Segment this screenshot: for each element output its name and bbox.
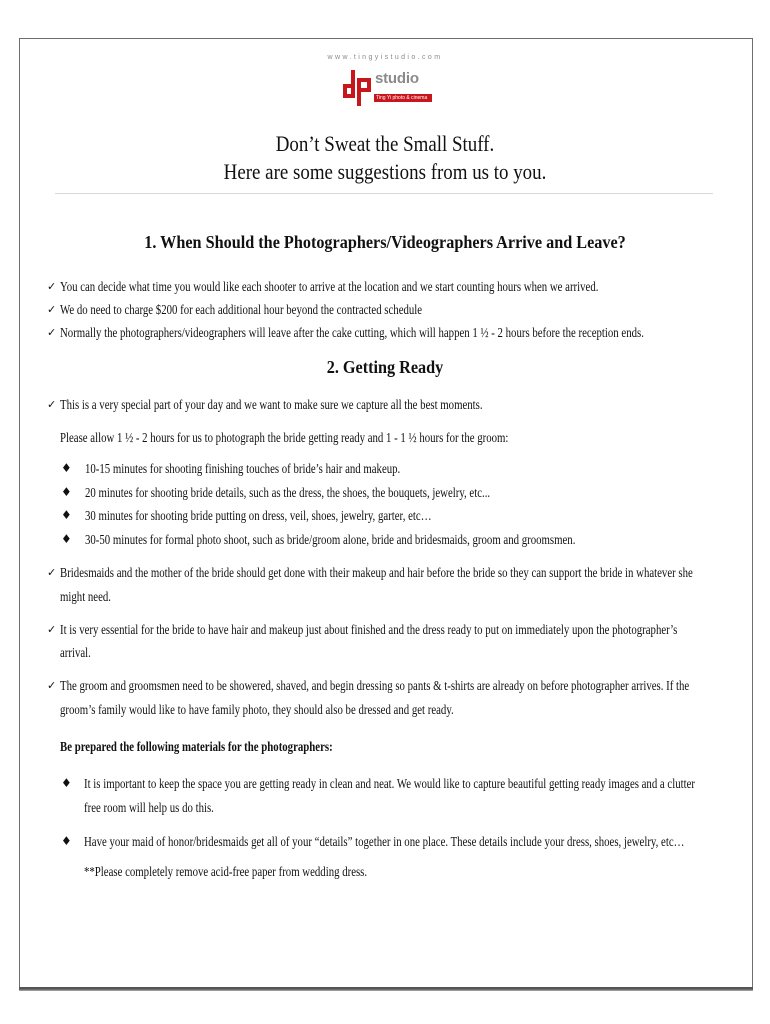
check-icon: ✓ — [47, 326, 57, 339]
logo-word: studio — [375, 70, 419, 87]
title-line-2: Here are some suggestions from us to you. — [223, 159, 547, 184]
diamond-icon: ♦ — [61, 532, 72, 546]
check-icon: ✓ — [47, 303, 57, 316]
materials-note: **Please completely remove acid-free paper from wedding dress. — [84, 864, 368, 879]
timeline-item: 10-15 minutes for shooting finishing touches of bride’s hair and makeup. — [85, 461, 401, 476]
diamond-icon: ♦ — [61, 508, 72, 522]
title-line-1: Don’t Sweat the Small Stuff. — [275, 131, 495, 156]
logo-tagline: Ting Yi photo & cinema — [374, 94, 432, 102]
divider — [55, 193, 713, 194]
section1-item: Normally the photographers/videographers will leave after the cake cutting, which will happen 1 ½ - 2 hours before the reception ends. — [60, 325, 644, 340]
timeline-item: 30-50 minutes for formal photo shoot, such as bride/groom alone, bride and bridesmaids, groom and groomsmen. — [85, 532, 576, 547]
allow-text: Please allow 1 ½ - 2 hours for us to photograph the bride getting ready and 1 - 1 ½ hours for the groom: — [60, 430, 509, 445]
materials-item-cont: free room will help us do this. — [84, 800, 214, 815]
materials-item: Have your maid of honor/bridesmaids get all of your “details” together in one place. These details include your dress, shoes, jewelry, etc… — [84, 834, 685, 849]
section2-item-cont: groom’s family would like to have family photo, they should also be dressed and get ready. — [60, 702, 454, 717]
section1-item: You can decide what time you would like each shooter to arrive at the location and we start counting hours when we arrived. — [60, 279, 599, 294]
timeline-item: 20 minutes for shooting bride details, such as the dress, the shoes, the bouquets, jewelry, etc... — [85, 485, 491, 500]
diamond-icon: ♦ — [61, 485, 72, 499]
section2-item: The groom and groomsmen need to be showered, shaved, and begin dressing so pants & t-shirts are already on before photographer arrives. If the — [60, 678, 690, 693]
diamond-icon: ♦ — [61, 834, 72, 848]
check-icon: ✓ — [47, 566, 57, 579]
page-border-bottom — [19, 987, 753, 989]
diamond-icon: ♦ — [61, 461, 72, 475]
section2-item-cont: might need. — [60, 589, 111, 604]
check-icon: ✓ — [47, 398, 57, 411]
site-url: www.tingyistudio.com — [327, 54, 443, 61]
studio-logo — [341, 64, 433, 116]
page-title — [54, 130, 716, 186]
materials-heading: Be prepared the following materials for the photographers: — [60, 739, 333, 754]
dp-logo-mark — [341, 68, 377, 112]
check-icon: ✓ — [47, 679, 57, 692]
timeline-item: 30 minutes for shooting bride putting on dress, veil, shoes, jewelry, garter, etc… — [85, 508, 432, 523]
diamond-icon: ♦ — [61, 776, 72, 790]
section1-heading: 1. When Should the Photographers/Videographers Arrive and Leave? — [144, 232, 626, 252]
section2-item-cont: arrival. — [60, 645, 91, 660]
section2-item: This is a very special part of your day and we want to make sure we capture all the best moments. — [60, 397, 483, 412]
section1-item: We do need to charge $200 for each additional hour beyond the contracted schedule — [60, 302, 423, 317]
check-icon: ✓ — [47, 623, 57, 636]
materials-item: It is important to keep the space you are getting ready in clean and neat. We would like to capture beautiful getting ready images and a clutter — [84, 776, 696, 791]
section2-item: It is very essential for the bride to have hair and makeup just about finished and the dress ready to put on immediately upon the photographer’s — [60, 622, 678, 637]
check-icon: ✓ — [47, 280, 57, 293]
section2-heading: 2. Getting Ready — [326, 357, 444, 377]
section2-item: Bridesmaids and the mother of the bride should get done with their makeup and hair before the bride so they can support the bride in whatever she — [60, 565, 693, 580]
